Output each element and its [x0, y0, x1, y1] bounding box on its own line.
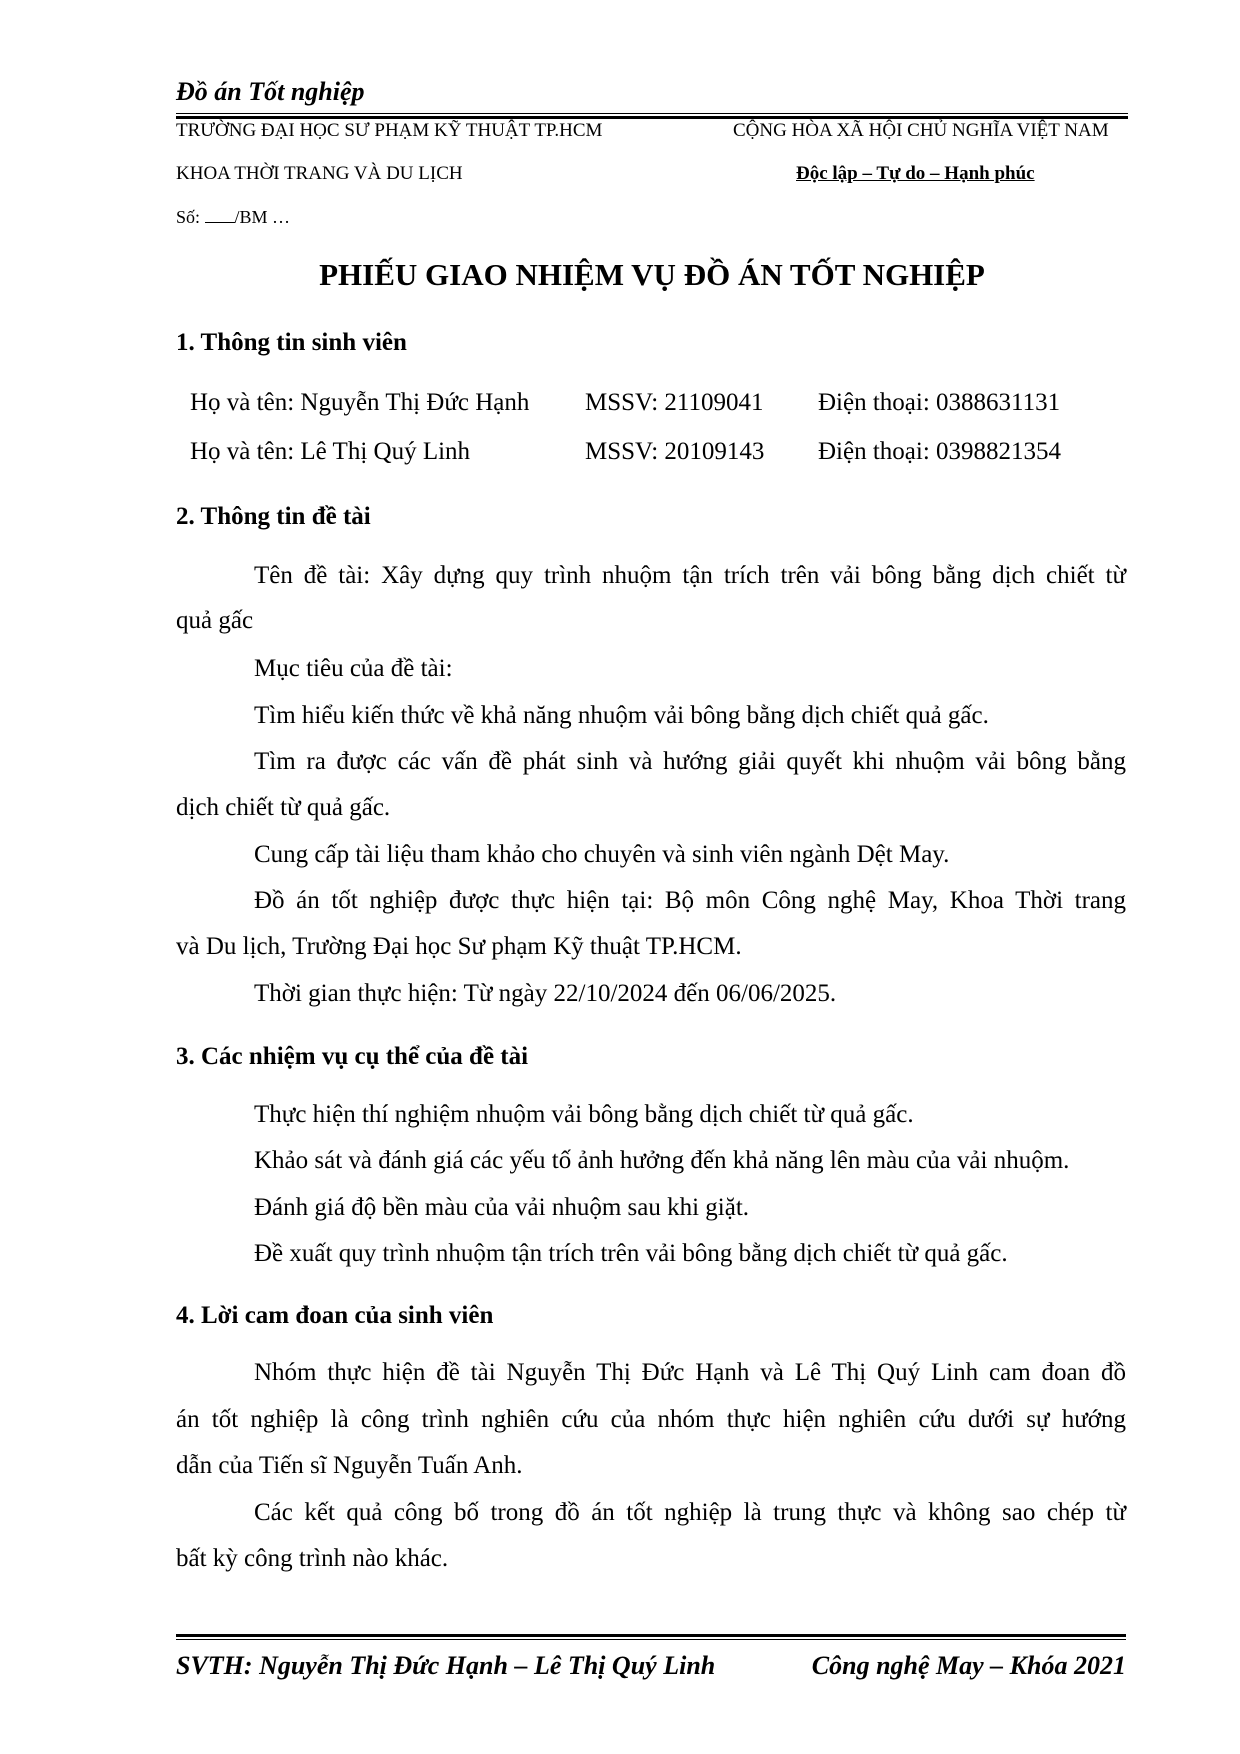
header-rule-thin: [176, 113, 1128, 114]
section-heading-topic-info: 2. Thông tin đề tài: [176, 503, 371, 530]
commitment-2-line-2: bất kỳ công trình nào khác.: [176, 1545, 449, 1572]
goal-2-line-1: Tìm ra được các vấn đề phát sinh và hướng giải quyết khi nhuộm vải bông bằng: [254, 748, 1126, 775]
place-line-1: Đồ án tốt nghiệp được thực hiện tại: Bộ môn Công nghệ May, Khoa Thời trang: [254, 887, 1126, 914]
document-number-blank: [205, 206, 235, 223]
goal-2-line-2: dịch chiết từ quả gấc.: [176, 794, 391, 821]
footer-course: Công nghệ May – Khóa 2021: [811, 1651, 1126, 1680]
goal-1: Tìm hiểu kiến thức về khả năng nhuộm vải bông bằng dịch chiết quả gấc.: [254, 702, 989, 729]
university-name: TRƯỜNG ĐẠI HỌC SƯ PHẠM KỸ THUẬT TP.HCM: [176, 120, 603, 141]
goal-label: Mục tiêu của đề tài:: [254, 655, 453, 682]
student-1-phone: Điện thoại: 0388631131: [818, 389, 1061, 416]
running-header: Đồ án Tốt nghiệp: [176, 77, 365, 106]
topic-name-line-2: quả gấc: [176, 607, 254, 634]
commitment-2-line-1: Các kết quả công bố trong đồ án tốt nghiệp là trung thực và không sao chép từ: [254, 1499, 1126, 1526]
task-4: Đề xuất quy trình nhuộm tận trích trên vải bông bằng dịch chiết từ quả gấc.: [254, 1240, 1008, 1267]
topic-name-line-1: Tên đề tài: Xây dựng quy trình nhuộm tận trích trên vải bông bằng dịch chiết từ: [254, 562, 1126, 589]
country-name: CỘNG HÒA XÃ HỘI CHỦ NGHĨA VIỆT NAM: [733, 120, 1109, 141]
commitment-1-line-2: án tốt nghiệp là công trình nghiên cứu của nhóm thực hiện nghiên cứu dưới sự hướng: [176, 1406, 1126, 1433]
section-heading-commitment: 4. Lời cam đoan của sinh viên: [176, 1302, 494, 1329]
national-motto: Độc lập – Tự do – Hạnh phúc: [796, 163, 1035, 184]
student-2-mssv: MSSV: 20109143: [585, 438, 765, 465]
task-3: Đánh giá độ bền màu của vải nhuộm sau khi giặt.: [254, 1194, 750, 1221]
student-2-name: Họ và tên: Lê Thị Quý Linh: [190, 438, 471, 465]
section-heading-tasks: 3. Các nhiệm vụ cụ thể của đề tài: [176, 1043, 529, 1070]
student-1-name: Họ và tên: Nguyễn Thị Đức Hạnh: [190, 389, 530, 416]
footer-rule-thick: [176, 1634, 1126, 1637]
section-heading-student-info: 1. Thông tin sinh viên: [176, 329, 407, 356]
faculty-name: KHOA THỜI TRANG VÀ DU LỊCH: [176, 163, 463, 184]
footer-rule-thin: [176, 1639, 1126, 1640]
document-title: PHIẾU GIAO NHIỆM VỤ ĐỒ ÁN TỐT NGHIỆP: [319, 257, 985, 292]
goal-3: Cung cấp tài liệu tham khảo cho chuyên và sinh viên ngành Dệt May.: [254, 841, 950, 868]
place-line-2: và Du lịch, Trường Đại học Sư phạm Kỹ thuật TP.HCM.: [176, 933, 742, 960]
commitment-1-line-1: Nhóm thực hiện đề tài Nguyễn Thị Đức Hạnh và Lê Thị Quý Linh cam đoan đồ: [254, 1359, 1126, 1386]
task-1: Thực hiện thí nghiệm nhuộm vải bông bằng dịch chiết từ quả gấc.: [254, 1101, 914, 1128]
student-2-phone: Điện thoại: 0398821354: [818, 438, 1062, 465]
task-2: Khảo sát và đánh giá các yếu tố ảnh hưởng đến khả năng lên màu của vải nhuộm.: [254, 1147, 1070, 1174]
student-1-mssv: MSSV: 21109041: [585, 389, 764, 416]
commitment-1-line-3: dẫn của Tiến sĩ Nguyễn Tuấn Anh.: [176, 1452, 523, 1479]
document-number-label: Số:: [176, 207, 205, 227]
footer-students: SVTH: Nguyễn Thị Đức Hạnh – Lê Thị Quý Linh: [176, 1651, 716, 1680]
document-number-suffix: /BM …: [234, 207, 291, 227]
document-number: [176, 206, 290, 228]
implementation-time: Thời gian thực hiện: Từ ngày 22/10/2024 đến 06/06/2025.: [254, 980, 837, 1007]
